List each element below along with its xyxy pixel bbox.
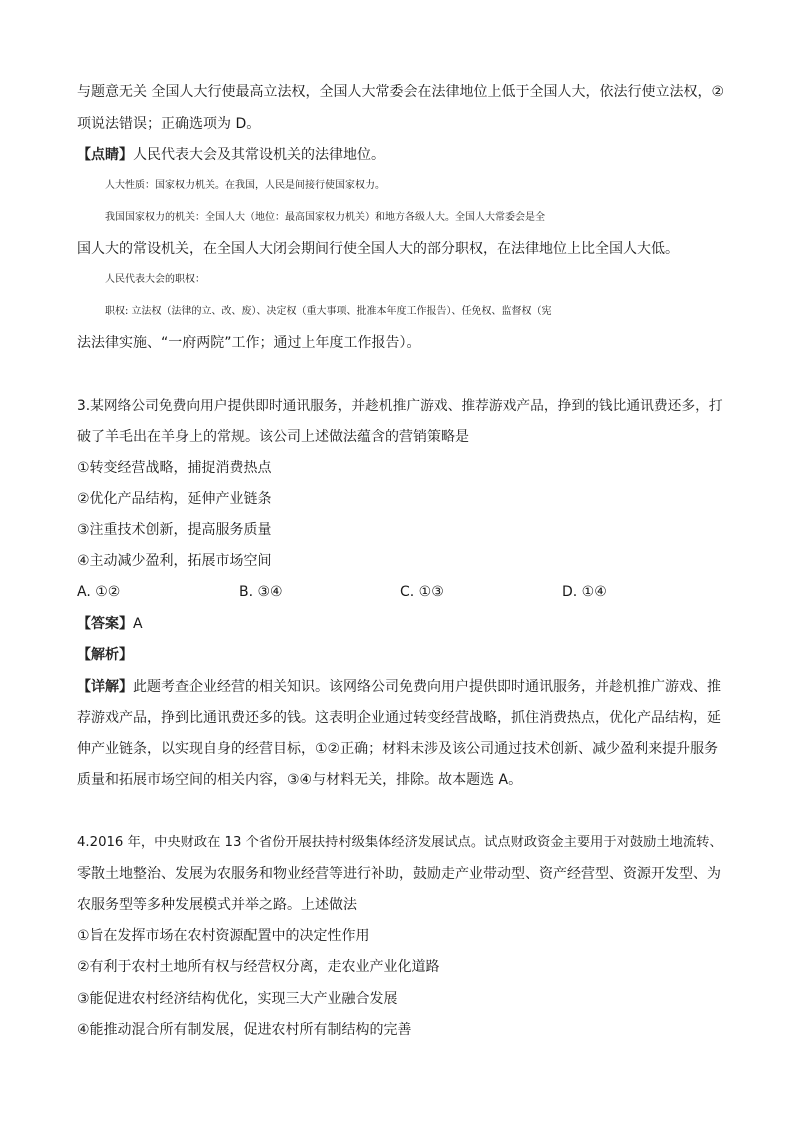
text-line: 人大性质：国家权力机关。在我国，人民是间接行使国家权力。 (105, 180, 385, 191)
text-line: 人民代表大会的职权： (105, 274, 205, 285)
detail-line (77, 677, 727, 697)
q4-statement-1: ①旨在发挥市场在农村资源配置中的决定性作用 (77, 928, 370, 944)
detail-tag: 【详解】 (77, 679, 133, 695)
analysis-line (77, 645, 727, 665)
detail-line: 荐游戏产品，挣到比通讯费还多的钱。这表明企业通过转变经营战略，抓住消费热点，优化产品结构，延 (77, 710, 721, 726)
q4-stem: 农服务型等多种发展模式并举之路。上述做法 (77, 897, 357, 913)
text-line: 项说法错误；正确选项为 D。 (77, 116, 261, 132)
text-line: 法法律实施、“一府两院”工作；通过上年度工作报告）。 (77, 335, 421, 351)
point-tag: 【点睛】 (77, 147, 133, 163)
q3-options (77, 582, 727, 602)
point-text: 人民代表大会及其常设机关的法律地位。 (133, 147, 385, 163)
option-c: C. ①③ (400, 584, 444, 600)
q4-statement-2: ②有利于农村土地所有权与经营权分离，走农业产业化道路 (77, 959, 440, 975)
answer-tag: 【答案】 (77, 616, 133, 632)
q3-statement-4: ④主动减少盈利，拓展市场空间 (77, 553, 272, 569)
option-b: B. ③④ (239, 584, 283, 600)
q3-statement-3: ③注重技术创新，提高服务质量 (77, 522, 272, 538)
q4-statement-3: ③能促进农村经济结构优化，实现三大产业融合发展 (77, 991, 398, 1007)
text-line: 我国国家权力的机关：全国人大（地位：最高国家权力机关）和地方各级人大。全国人大常委会是全 (105, 212, 545, 223)
point-line (77, 145, 727, 165)
detail-text: 此题考查企业经营的相关知识。该网络公司免费向用户提供即时通讯服务，并趁机推广游戏、推 (133, 679, 721, 695)
q4-statement-4: ④能推动混合所有制发展，促进农村所有制结构的完善 (77, 1022, 412, 1038)
answer-value: A (133, 616, 143, 632)
text-line: 职权: 立法权（法律的立、改、废）、决定权（重大事项、批准本年度工作报告）、任免权、监督权（宪 (105, 306, 552, 317)
text-line: 国人大的常设机关，在全国人大闭会期间行使全国人大的部分职权，在法律地位上比全国人大低。 (77, 241, 679, 257)
answer-line (77, 614, 727, 634)
detail-line: 伸产业链条，以实现自身的经营目标，①②正确；材料未涉及该公司通过技术创新、减少盈利来提升服务 (77, 741, 719, 757)
q3-stem: 破了羊毛出在羊身上的常规。该公司上述做法蕴含的营销策略是 (77, 429, 469, 445)
analysis-tag: 【解析】 (77, 647, 133, 663)
q3-stem: 3.某网络公司免费向用户提供即时通讯服务，并趁机推广游戏、推荐游戏产品，挣到的钱比通讯费还多，打 (77, 398, 723, 414)
option-a: A. ①② (77, 584, 121, 600)
text-line: 与题意无关 全国人大行使最高立法权，全国人大常委会在法律地位上低于全国人大，依法行使立法权，② (77, 84, 724, 100)
q4-stem: 4.2016 年，中央财政在 13 个省份开展扶持村级集体经济发展试点。试点财政资金主要用于对鼓励土地流转、 (77, 835, 723, 850)
q3-statement-2: ②优化产品结构，延伸产业链条 (77, 491, 272, 507)
q4-stem: 零散土地整治、发展为农服务和物业经营等进行补助，鼓励走产业带动型、资产经营型、资源开发型、为 (77, 866, 721, 882)
q3-statement-1: ①转变经营战略，捕捉消费热点 (77, 460, 272, 476)
detail-line: 质量和拓展市场空间的相关内容，③④与材料无关，排除。故本题选 A。 (77, 772, 523, 788)
option-d: D. ①④ (562, 584, 607, 600)
